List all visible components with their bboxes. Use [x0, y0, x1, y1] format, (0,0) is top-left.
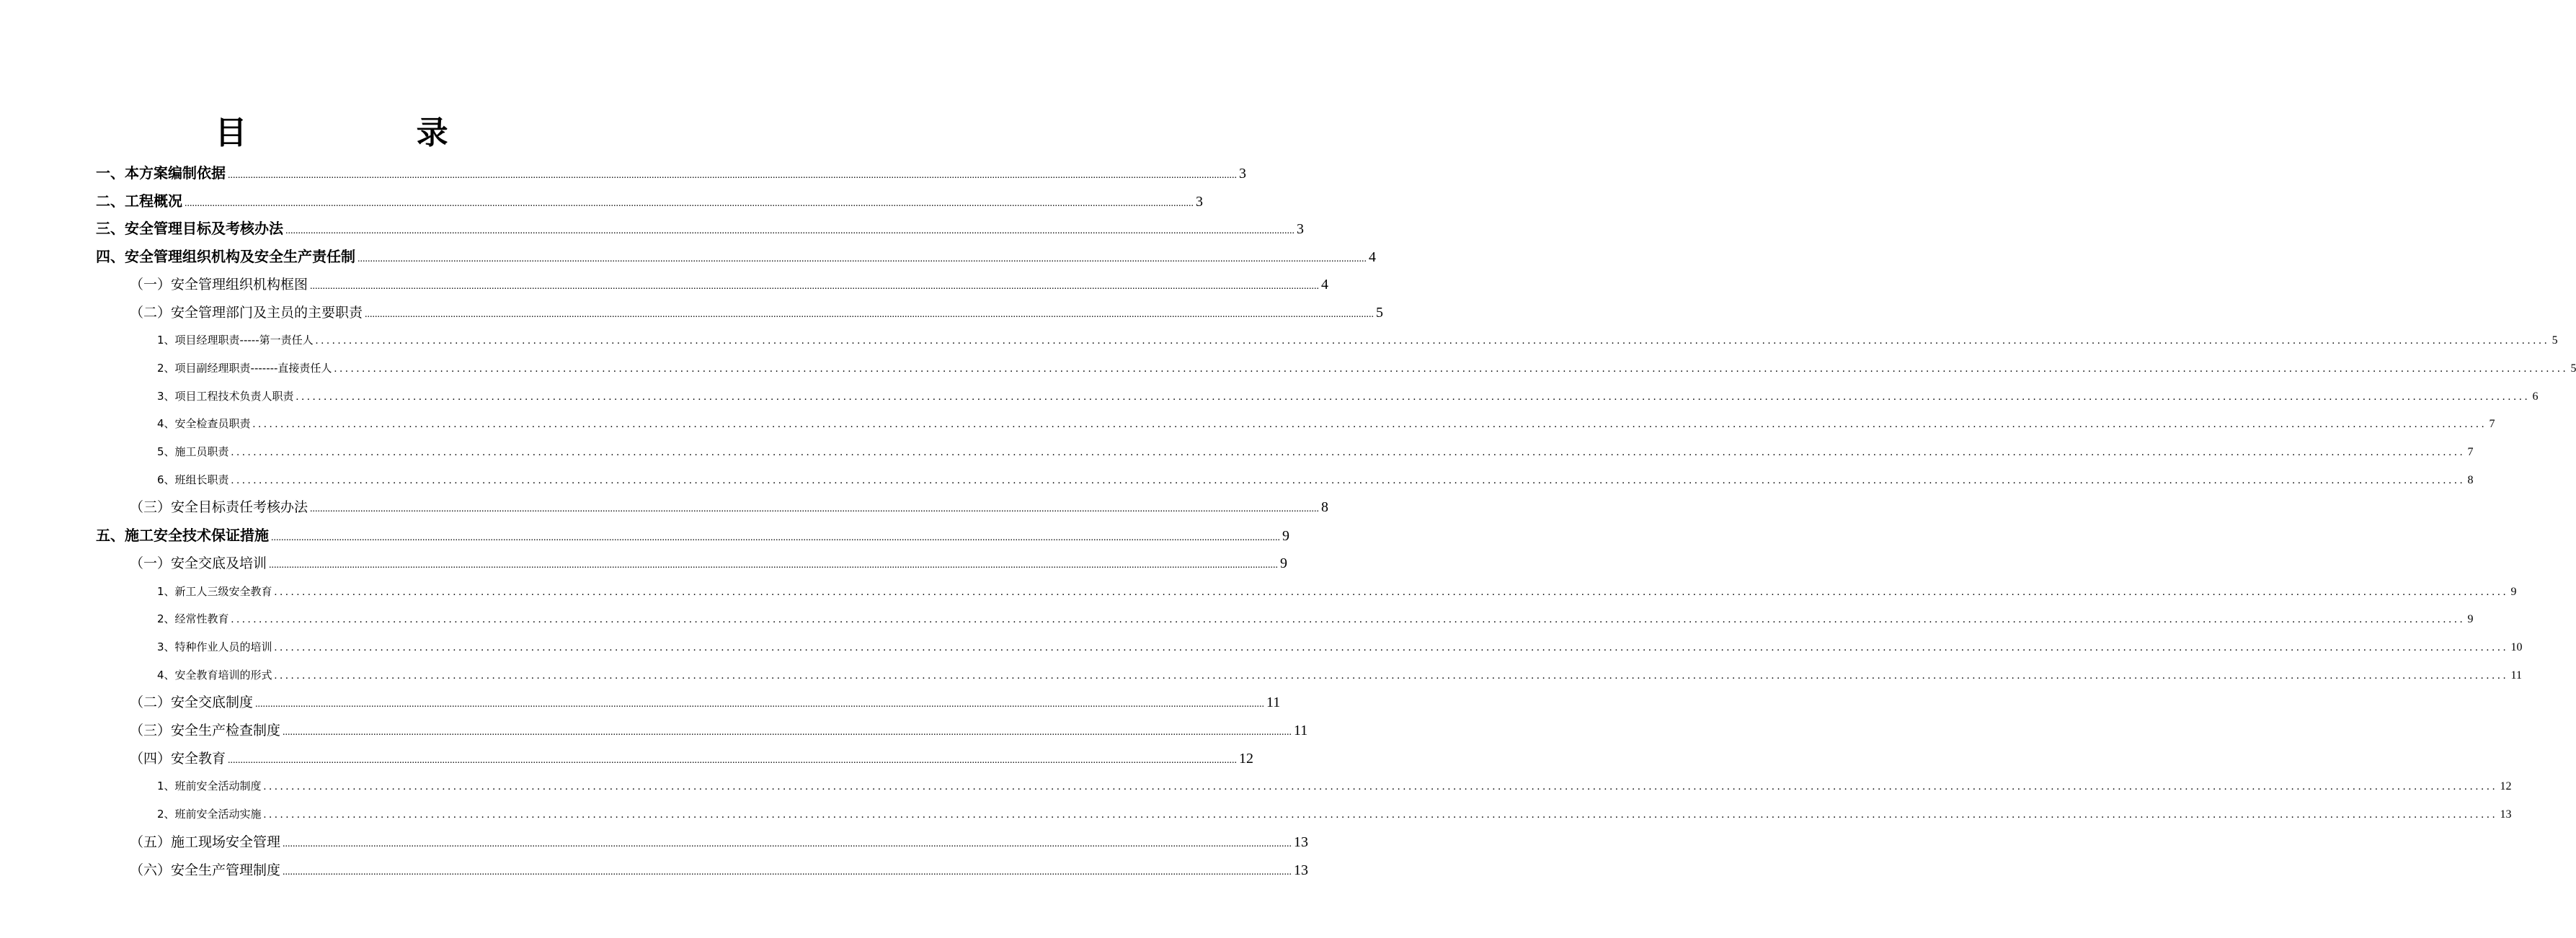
- toc-entry-label: （六）安全生产管理制度: [130, 862, 281, 878]
- toc-dot-leader: ................................................................................................................................................................................................................................................................................................................................................................................................................: [310, 280, 1320, 292]
- toc-dot-leader: ................................................................................................................................................................................................................................................................................................................................................................................................................: [255, 699, 1265, 710]
- toc-dot-leader: ................................................................................................................................................................................................................................................................................................................................................................................................................: [263, 781, 2498, 793]
- toc-dot-leader: ................................................................................................................................................................................................................................................................................................................................................................................................................: [274, 669, 2509, 682]
- toc-entry[interactable]: [157, 606, 2474, 632]
- toc-entry-label: 1、班前安全活动制度: [157, 780, 262, 793]
- toc-dot-leader: ................................................................................................................................................................................................................................................................................................................................................................................................................: [315, 335, 2550, 347]
- toc-dot-leader: ................................................................................................................................................................................................................................................................................................................................................................................................................: [283, 727, 1292, 738]
- toc-entry-label: 4、安全检查员职责: [157, 417, 251, 431]
- toc-entry-label: 2、班前安全活动实施: [157, 808, 262, 821]
- toc-dot-leader: ................................................................................................................................................................................................................................................................................................................................................................................................................: [296, 390, 2531, 403]
- toc-entry-label: （二）安全交底制度: [130, 694, 254, 711]
- toc-entry[interactable]: [157, 662, 2522, 688]
- toc-dot-leader: ................................................................................................................................................................................................................................................................................................................................................................................................................: [334, 362, 2569, 375]
- toc-dot-leader: ................................................................................................................................................................................................................................................................................................................................................................................................................: [228, 754, 1238, 766]
- toc-entry[interactable]: [157, 634, 2523, 660]
- toc-entry-page-number: 9: [1282, 528, 1289, 545]
- toc-entry-label: （五）施工现场安全管理: [130, 834, 281, 850]
- toc-entry-label: 五、施工安全技术保证措施: [96, 527, 269, 545]
- toc-entry-page-number: 7: [2489, 418, 2495, 431]
- toc-entry[interactable]: [157, 327, 2558, 353]
- toc-entry-label: 2、经常性教育: [157, 612, 229, 626]
- toc-entry-page-number: 11: [2510, 669, 2522, 682]
- toc-entry-label: （三）安全生产检查制度: [130, 723, 281, 738]
- toc-entry[interactable]: [157, 579, 2517, 604]
- toc-entry[interactable]: [130, 718, 1308, 743]
- toc-dot-leader: ................................................................................................................................................................................................................................................................................................................................................................................................................: [310, 504, 1320, 515]
- toc-entry[interactable]: [157, 411, 2495, 437]
- toc-dot-leader: ................................................................................................................................................................................................................................................................................................................................................................................................................: [283, 866, 1292, 877]
- toc-entry[interactable]: [130, 746, 1254, 772]
- toc-entry[interactable]: [96, 160, 1246, 186]
- toc-dot-leader: ................................................................................................................................................................................................................................................................................................................................................................................................................: [228, 170, 1237, 181]
- toc-entry[interactable]: [157, 773, 2512, 799]
- toc-dot-leader: ................................................................................................................................................................................................................................................................................................................................................................................................................: [285, 225, 1294, 237]
- toc-entry-page-number: 13: [2500, 808, 2512, 821]
- toc-dot-leader: ................................................................................................................................................................................................................................................................................................................................................................................................................: [271, 532, 1280, 544]
- toc-entry-page-number: 5: [1376, 304, 1384, 321]
- toc-entry-label: （一）安全管理组织机构框图: [130, 276, 308, 292]
- toc-entry[interactable]: [157, 467, 2474, 493]
- toc-entry[interactable]: [130, 550, 1288, 576]
- toc-dot-leader: ................................................................................................................................................................................................................................................................................................................................................................................................................: [185, 197, 1194, 209]
- toc-entry-page-number: 9: [2510, 585, 2517, 598]
- toc-entry-page-number: 3: [1196, 193, 1203, 210]
- toc-entry-page-number: 10: [2510, 640, 2523, 653]
- toc-dot-leader: ................................................................................................................................................................................................................................................................................................................................................................................................................: [231, 614, 2466, 626]
- toc-entry-page-number: 8: [2467, 473, 2474, 486]
- toc-entry-page-number: 13: [1294, 834, 1309, 850]
- toc-entry-page-number: 13: [1294, 862, 1309, 878]
- toc-entry-label: 1、新工人三级安全教育: [157, 584, 272, 598]
- toc-entry-page-number: 9: [2467, 613, 2474, 626]
- toc-entry-page-number: 3: [1239, 166, 1246, 182]
- toc-entry-page-number: 5: [2551, 334, 2558, 347]
- toc-entry-page-number: 5: [2570, 362, 2576, 375]
- toc-entry[interactable]: [96, 215, 1304, 241]
- toc-entry[interactable]: [130, 829, 1309, 855]
- toc-dot-leader: ................................................................................................................................................................................................................................................................................................................................................................................................................: [274, 641, 2509, 653]
- toc-entry-page-number: 9: [1280, 555, 1288, 571]
- toc-entry-page-number: 11: [1294, 723, 1308, 738]
- toc-entry-page-number: 12: [1239, 750, 1254, 767]
- toc-entry-label: 四、安全管理组织机构及安全生产责任制: [96, 248, 355, 266]
- toc-entry-page-number: 7: [2467, 446, 2474, 458]
- toc-entry-label: 1、项目经理职责-----第一责任人: [157, 334, 314, 347]
- toc-entry[interactable]: [130, 300, 1384, 326]
- toc-entry-label: （三）安全目标责任考核办法: [130, 499, 308, 516]
- toc-entry[interactable]: [96, 188, 1203, 214]
- toc-entry-label: 3、项目工程技术负责人职责: [157, 389, 294, 403]
- toc-dot-leader: ................................................................................................................................................................................................................................................................................................................................................................................................................: [357, 254, 1367, 265]
- toc-entry[interactable]: [157, 801, 2512, 827]
- toc-entry[interactable]: [157, 383, 2539, 409]
- toc-entry-label: （四）安全教育: [130, 750, 226, 767]
- toc-entry-label: 2、项目副经理职责-------直接责任人: [157, 361, 332, 375]
- toc-entry-page-number: 11: [1266, 694, 1281, 711]
- toc-dot-leader: ................................................................................................................................................................................................................................................................................................................................................................................................................: [274, 586, 2509, 598]
- toc-entry-label: 6、班组长职责: [157, 473, 229, 486]
- toc-entry-page-number: 3: [1297, 221, 1304, 238]
- toc-entry-page-number: 4: [1321, 276, 1329, 292]
- toc-dot-leader: ................................................................................................................................................................................................................................................................................................................................................................................................................: [269, 559, 1279, 571]
- toc-entry-page-number: 6: [2532, 390, 2539, 403]
- toc-entry-label: 一、本方案编制依据: [96, 164, 226, 182]
- toc-dot-leader: ................................................................................................................................................................................................................................................................................................................................................................................................................: [283, 838, 1292, 849]
- toc-entry[interactable]: [130, 494, 1329, 520]
- toc-entry-page-number: 8: [1321, 499, 1329, 516]
- toc-entry-label: 二、工程概况: [96, 192, 182, 210]
- toc-dot-leader: ................................................................................................................................................................................................................................................................................................................................................................................................................: [365, 308, 1374, 320]
- toc-entry[interactable]: [130, 689, 1281, 715]
- toc-entry-label: （一）安全交底及培训: [130, 555, 267, 571]
- toc-entry[interactable]: [96, 244, 1376, 269]
- toc-entry-label: 三、安全管理目标及考核办法: [96, 220, 283, 238]
- toc-entry[interactable]: [96, 522, 1289, 548]
- toc-entry[interactable]: [157, 439, 2474, 465]
- toc-dot-leader: ................................................................................................................................................................................................................................................................................................................................................................................................................: [252, 419, 2487, 431]
- toc-entry-page-number: 4: [1369, 249, 1376, 266]
- toc-entry-label: 3、特种作业人员的培训: [157, 640, 272, 653]
- toc-dot-leader: ................................................................................................................................................................................................................................................................................................................................................................................................................: [231, 447, 2466, 458]
- toc-dot-leader: ................................................................................................................................................................................................................................................................................................................................................................................................................: [263, 809, 2498, 821]
- toc-dot-leader: ................................................................................................................................................................................................................................................................................................................................................................................................................: [231, 474, 2466, 486]
- toc-entry[interactable]: [157, 355, 2576, 381]
- toc-entry[interactable]: [130, 272, 1329, 298]
- page-title: 目 录: [215, 115, 528, 151]
- toc-entry-label: 4、安全教育培训的形式: [157, 668, 272, 682]
- toc-entry-label: 5、施工员职责: [157, 445, 229, 458]
- toc-entry[interactable]: [130, 857, 1309, 883]
- toc-entry-page-number: 12: [2500, 780, 2512, 793]
- toc-entry-label: （二）安全管理部门及主员的主要职责: [130, 304, 363, 321]
